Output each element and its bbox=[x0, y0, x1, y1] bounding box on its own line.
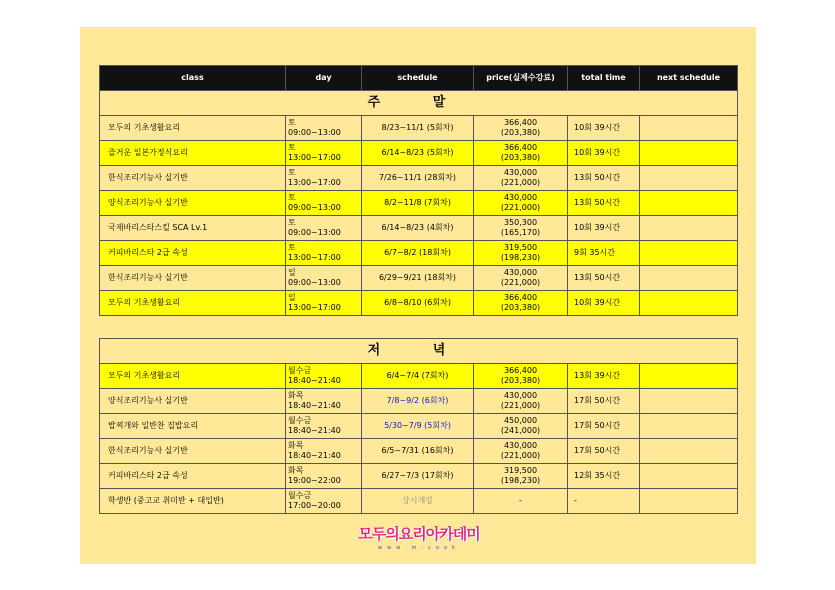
table-row bbox=[100, 216, 738, 241]
header-price: price(실제수강료) bbox=[474, 66, 568, 91]
class-next-schedule bbox=[640, 364, 738, 389]
header-total-time: total time bbox=[568, 66, 640, 91]
class-total-time-text: 13회 50시간 bbox=[574, 173, 621, 182]
class-total-time-text: 10회 39시간 bbox=[574, 298, 621, 307]
class-day bbox=[286, 389, 362, 414]
class-name bbox=[100, 414, 286, 439]
class-schedule-text: 7/26~11/1 (28회차) bbox=[378, 173, 457, 182]
class-total-time-text: 10회 39시간 bbox=[574, 123, 621, 132]
class-price-text: 450,000 bbox=[503, 416, 538, 425]
class-schedule-text: 5/30~7/9 (5회차) bbox=[384, 421, 451, 430]
class-total-time-text: 10회 39시간 bbox=[574, 148, 621, 157]
class-total-time bbox=[568, 389, 640, 414]
class-total-time-text: 13회 39시간 bbox=[574, 371, 621, 380]
class-day-text: 18:40~21:40 bbox=[288, 376, 341, 385]
class-name-text: 양식조리기능사 실기반 bbox=[108, 198, 188, 207]
class-price bbox=[474, 291, 568, 316]
class-total-time bbox=[568, 489, 640, 514]
class-price bbox=[474, 191, 568, 216]
class-schedule-text: 6/4~7/4 (7회차) bbox=[386, 371, 449, 380]
table-row bbox=[100, 241, 738, 266]
class-day bbox=[286, 216, 362, 241]
class-day bbox=[286, 141, 362, 166]
class-next-schedule bbox=[640, 291, 738, 316]
class-day bbox=[286, 266, 362, 291]
class-next-schedule bbox=[640, 191, 738, 216]
class-schedule-text: 상시개강 bbox=[402, 496, 433, 505]
class-day-text: 일 bbox=[288, 293, 296, 302]
class-name bbox=[100, 266, 286, 291]
class-day-text: 월수금 bbox=[288, 366, 312, 375]
class-price-text: (203,380) bbox=[500, 303, 541, 312]
class-schedule bbox=[362, 191, 474, 216]
class-name-text: 모두의 기초생활요리 bbox=[108, 123, 181, 132]
class-name bbox=[100, 191, 286, 216]
evening-table bbox=[99, 338, 738, 514]
class-total-time-text: 12회 35시간 bbox=[574, 471, 621, 480]
header-next-schedule: next schedule bbox=[640, 66, 738, 91]
class-price-text: (198,230) bbox=[500, 476, 541, 485]
class-name-text: 모두의 기초생활요리 bbox=[108, 298, 181, 307]
class-total-time bbox=[568, 166, 640, 191]
class-next-schedule bbox=[640, 141, 738, 166]
class-name-text: 한식조리기능사 실기반 bbox=[108, 273, 188, 282]
class-name bbox=[100, 141, 286, 166]
class-total-time bbox=[568, 414, 640, 439]
class-price bbox=[474, 439, 568, 464]
table-row bbox=[100, 389, 738, 414]
class-day-text: 13:00~17:00 bbox=[288, 253, 341, 262]
class-total-time-text: 17회 50시간 bbox=[574, 396, 621, 405]
class-name bbox=[100, 389, 286, 414]
class-day-text: 09:00~13:00 bbox=[288, 228, 341, 237]
table-row bbox=[100, 291, 738, 316]
class-price-text: (221,000) bbox=[500, 178, 541, 187]
class-schedule-text: 6/14~8/23 (5회차) bbox=[381, 148, 454, 157]
header-day: day bbox=[286, 66, 362, 91]
class-schedule bbox=[362, 291, 474, 316]
class-next-schedule bbox=[640, 464, 738, 489]
class-day-text: 13:00~17:00 bbox=[288, 178, 341, 187]
section-header-weekend bbox=[100, 91, 738, 116]
class-schedule bbox=[362, 266, 474, 291]
class-name-text: 커피바리스타 2급 속성 bbox=[108, 471, 188, 480]
class-schedule bbox=[362, 414, 474, 439]
class-day-text: 18:40~21:40 bbox=[288, 426, 341, 435]
class-price-text: (203,380) bbox=[500, 153, 541, 162]
class-name bbox=[100, 166, 286, 191]
class-price bbox=[474, 166, 568, 191]
class-day bbox=[286, 489, 362, 514]
class-name bbox=[100, 364, 286, 389]
header-schedule: schedule bbox=[362, 66, 474, 91]
class-price-text: (203,380) bbox=[500, 128, 541, 137]
class-day-text: 월수금 bbox=[288, 416, 312, 425]
class-schedule-text: 6/5~7/31 (16회차) bbox=[381, 446, 454, 455]
class-next-schedule bbox=[640, 166, 738, 191]
class-name bbox=[100, 241, 286, 266]
class-price-text: 366,400 bbox=[503, 118, 538, 127]
class-price bbox=[474, 116, 568, 141]
class-name-text: 한식조리기능사 실기반 bbox=[108, 446, 188, 455]
class-total-time bbox=[568, 439, 640, 464]
class-day bbox=[286, 364, 362, 389]
class-name-text: 즐거운 일본가정식요리 bbox=[108, 148, 188, 157]
class-price-text: 319,500 bbox=[503, 466, 538, 475]
class-name-text: 한식조리기능사 실기반 bbox=[108, 173, 188, 182]
class-total-time-text: - bbox=[574, 496, 577, 505]
class-day bbox=[286, 166, 362, 191]
class-total-time bbox=[568, 241, 640, 266]
class-total-time-text: 17회 50시간 bbox=[574, 446, 621, 455]
class-price bbox=[474, 266, 568, 291]
class-schedule-text: 7/8~9/2 (6회차) bbox=[386, 396, 449, 405]
class-day-text: 월수금 bbox=[288, 491, 312, 500]
class-schedule bbox=[362, 489, 474, 514]
weekend-table bbox=[99, 65, 738, 316]
table-row bbox=[100, 141, 738, 166]
class-day bbox=[286, 291, 362, 316]
class-price-text: (165,170) bbox=[500, 228, 541, 237]
class-price-text: 366,400 bbox=[503, 143, 538, 152]
class-total-time bbox=[568, 464, 640, 489]
class-schedule bbox=[362, 141, 474, 166]
class-total-time bbox=[568, 291, 640, 316]
class-name-text: 국제바리스타스킬 SCA Lv.1 bbox=[108, 223, 208, 232]
class-price-text: 319,500 bbox=[503, 243, 538, 252]
class-price-text: (221,000) bbox=[500, 278, 541, 287]
header-row bbox=[100, 66, 738, 91]
class-next-schedule bbox=[640, 266, 738, 291]
class-total-time bbox=[568, 191, 640, 216]
table-row bbox=[100, 166, 738, 191]
logo-text: 모두의요리아카데미 bbox=[358, 525, 480, 543]
class-day-text: 19:00~22:00 bbox=[288, 476, 341, 485]
class-schedule-text: 8/23~11/1 (5회차) bbox=[381, 123, 454, 132]
table-row bbox=[100, 266, 738, 291]
class-name-text: 밥찌개와 일반찬 집밥요리 bbox=[108, 421, 199, 430]
table-row bbox=[100, 116, 738, 141]
class-name bbox=[100, 116, 286, 141]
class-day-text: 18:40~21:40 bbox=[288, 401, 341, 410]
header-class: class bbox=[100, 66, 286, 91]
academy-logo bbox=[344, 523, 494, 551]
section-title-evening: 저 녁 bbox=[100, 339, 738, 364]
class-day-text: 화목 bbox=[288, 466, 304, 475]
class-name bbox=[100, 489, 286, 514]
class-next-schedule bbox=[640, 439, 738, 464]
class-day-text: 토 bbox=[288, 243, 296, 252]
class-price-text: 366,400 bbox=[503, 293, 538, 302]
class-day bbox=[286, 464, 362, 489]
class-schedule-text: 6/27~7/3 (17회차) bbox=[381, 471, 454, 480]
logo-url: www.m-cook bbox=[378, 545, 460, 551]
table-row bbox=[100, 489, 738, 514]
class-next-schedule bbox=[640, 489, 738, 514]
class-day-text: 화목 bbox=[288, 441, 304, 450]
class-total-time bbox=[568, 141, 640, 166]
class-price-text: 430,000 bbox=[503, 168, 538, 177]
section-header-evening bbox=[100, 339, 738, 364]
table-row bbox=[100, 464, 738, 489]
class-price bbox=[474, 141, 568, 166]
class-total-time bbox=[568, 116, 640, 141]
table-row bbox=[100, 191, 738, 216]
class-day-text: 토 bbox=[288, 118, 296, 127]
table-row bbox=[100, 439, 738, 464]
class-price bbox=[474, 414, 568, 439]
class-price-text: (241,000) bbox=[500, 426, 541, 435]
class-price-text: 430,000 bbox=[503, 268, 538, 277]
class-day bbox=[286, 241, 362, 266]
class-day-text: 13:00~17:00 bbox=[288, 153, 341, 162]
class-day-text: 토 bbox=[288, 193, 296, 202]
class-total-time-text: 9회 35시간 bbox=[574, 248, 615, 257]
class-day-text: 일 bbox=[288, 268, 296, 277]
class-price bbox=[474, 389, 568, 414]
class-schedule bbox=[362, 364, 474, 389]
class-price bbox=[474, 241, 568, 266]
class-day-text: 09:00~13:00 bbox=[288, 278, 341, 287]
class-schedule bbox=[362, 389, 474, 414]
class-schedule-text: 6/29~9/21 (18회차) bbox=[378, 273, 457, 282]
class-total-time bbox=[568, 364, 640, 389]
class-total-time-text: 13회 50시간 bbox=[574, 273, 621, 282]
class-name-text: 모두의 기초생활요리 bbox=[108, 371, 181, 380]
class-next-schedule bbox=[640, 216, 738, 241]
class-name-text: 학생반 (중고교 취미반 + 대입반) bbox=[108, 496, 224, 505]
class-schedule bbox=[362, 166, 474, 191]
class-name-text: 커피바리스타 2급 속성 bbox=[108, 248, 188, 257]
class-total-time bbox=[568, 266, 640, 291]
class-price-text: - bbox=[519, 496, 522, 505]
class-schedule-text: 8/2~11/8 (7회차) bbox=[384, 198, 451, 207]
class-day-text: 13:00~17:00 bbox=[288, 303, 341, 312]
class-price-text: (221,000) bbox=[500, 401, 541, 410]
class-price-text: (203,380) bbox=[500, 376, 541, 385]
class-total-time-text: 17회 50시간 bbox=[574, 421, 621, 430]
class-total-time-text: 13회 50시간 bbox=[574, 198, 621, 207]
class-next-schedule bbox=[640, 389, 738, 414]
class-total-time-text: 10회 39시간 bbox=[574, 223, 621, 232]
class-price-text: (221,000) bbox=[500, 451, 541, 460]
class-price-text: 430,000 bbox=[503, 441, 538, 450]
class-price-text: (221,000) bbox=[500, 203, 541, 212]
class-day-text: 토 bbox=[288, 218, 296, 227]
class-schedule bbox=[362, 464, 474, 489]
class-day-text: 09:00~13:00 bbox=[288, 128, 341, 137]
class-price bbox=[474, 364, 568, 389]
class-next-schedule bbox=[640, 414, 738, 439]
class-total-time bbox=[568, 216, 640, 241]
class-next-schedule bbox=[640, 116, 738, 141]
class-price bbox=[474, 489, 568, 514]
class-price-text: 350,300 bbox=[503, 218, 538, 227]
class-price-text: (198,230) bbox=[500, 253, 541, 262]
class-next-schedule bbox=[640, 241, 738, 266]
class-day bbox=[286, 439, 362, 464]
class-day-text: 토 bbox=[288, 143, 296, 152]
class-day bbox=[286, 191, 362, 216]
class-day bbox=[286, 414, 362, 439]
class-schedule bbox=[362, 116, 474, 141]
class-day-text: 화목 bbox=[288, 391, 304, 400]
class-name bbox=[100, 464, 286, 489]
class-price-text: 430,000 bbox=[503, 193, 538, 202]
class-schedule bbox=[362, 216, 474, 241]
class-name bbox=[100, 439, 286, 464]
class-price-text: 430,000 bbox=[503, 391, 538, 400]
section-title-weekend: 주 말 bbox=[100, 91, 738, 116]
class-name bbox=[100, 291, 286, 316]
class-schedule bbox=[362, 439, 474, 464]
class-name bbox=[100, 216, 286, 241]
class-name-text: 양식조리기능사 실기반 bbox=[108, 396, 188, 405]
class-day-text: 토 bbox=[288, 168, 296, 177]
class-price bbox=[474, 464, 568, 489]
class-day-text: 17:00~20:00 bbox=[288, 501, 341, 510]
class-schedule-text: 6/7~8/2 (18회차) bbox=[384, 248, 451, 257]
class-schedule-text: 6/14~8/23 (4회차) bbox=[381, 223, 454, 232]
class-schedule-text: 6/8~8/10 (6회차) bbox=[384, 298, 451, 307]
table-row bbox=[100, 414, 738, 439]
class-price bbox=[474, 216, 568, 241]
class-day bbox=[286, 116, 362, 141]
class-schedule bbox=[362, 241, 474, 266]
class-price-text: 366,400 bbox=[503, 366, 538, 375]
timetable-sheet bbox=[80, 27, 756, 564]
class-day-text: 09:00~13:00 bbox=[288, 203, 341, 212]
table-row bbox=[100, 364, 738, 389]
class-day-text: 18:40~21:40 bbox=[288, 451, 341, 460]
